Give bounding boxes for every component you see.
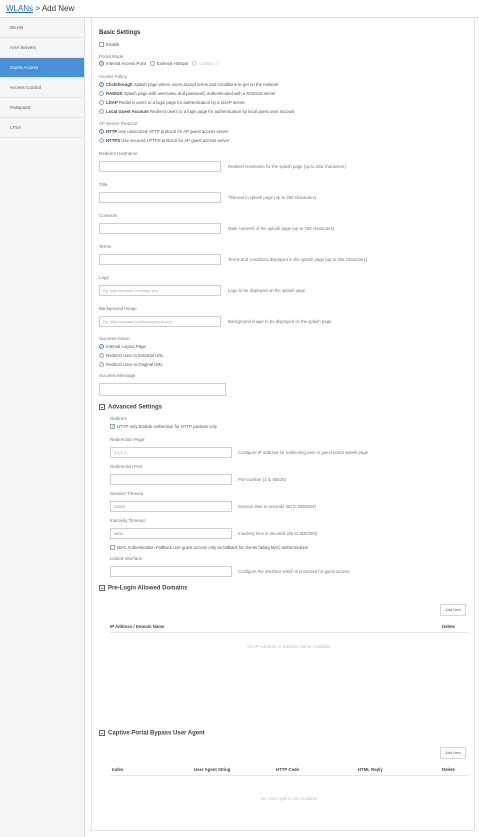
sidebar-item-passpoint[interactable]: Passpoint [0,98,84,118]
portal-mode-internal-radio[interactable] [99,61,104,66]
http-only-checkbox[interactable]: ✓ [111,424,116,431]
main-panel [91,18,475,831]
protocol-option[interactable] [99,138,229,143]
success-message-input[interactable] [99,383,226,396]
redirection-page-input[interactable]: 1.1.1.1 [110,447,232,458]
ap-server-protocol-label: AP Server Protocol [99,121,138,126]
portal-mode-group [99,61,219,67]
advanced-settings-title: Advanced Settings [108,404,163,411]
protocol-option[interactable] [99,129,228,134]
mac-fallback-option[interactable] [110,545,308,550]
success-action-radio[interactable] [99,353,104,358]
redirection-page-hint: Configure IP address for redirecting user to guest portal splash page [238,450,369,455]
contents-label: Contents [99,213,118,218]
redirect-hostname-hint: Redirect Hostname for the splash page (up to 255 characters) [228,164,346,169]
captive-col-delete: Delete [442,767,455,772]
success-message-label: Success Message [99,373,136,378]
sidebar-item-wlan[interactable]: WLAN [0,18,84,38]
terms-input[interactable] [99,254,221,265]
portal-mode-custom-label: Custom [199,61,214,66]
redirect-hostname-input[interactable] [99,161,221,172]
info-icon[interactable]: ⓘ [215,61,220,66]
contents-input[interactable] [99,223,221,234]
policy-option[interactable] [99,109,295,114]
protocol-desc: Use secured HTTPS protocol for AP guest access server [121,138,230,143]
captive-bypass-title: Captive Portal Bypass User Agent [108,730,205,737]
sidebar-item-guest-access[interactable]: Guest Access [0,58,84,78]
terms-hint: Terms and conditions displayed in the splash page (up to 255 characters) [228,257,368,262]
sidebar-item-access-control[interactable]: Access Control [0,78,84,98]
captive-col-user-agent: User Agent String [194,767,231,772]
success-action-radio[interactable] [99,344,104,349]
protocol-name: HTTP [106,129,118,134]
captive-bypass-header[interactable] [99,730,205,737]
mac-fallback-checkbox[interactable] [110,545,115,550]
success-action-option[interactable] [99,344,146,349]
prelogin-empty-message: No IP Address or Domain Name Available [247,644,331,649]
logo-label: Logo [99,275,110,280]
policy-option[interactable] [99,82,278,87]
background-image-input[interactable]: Eg: http://domain.com/background.png [99,316,221,327]
captive-col-index: Index [112,767,124,772]
redirection-port-hint: Port number (1 to 65535) [238,477,287,482]
prelogin-col-ip: IP Address / Domain Name [110,624,165,629]
advanced-settings-header[interactable] [99,404,162,411]
enable-label: Enable [106,42,120,47]
linked-interface-input[interactable] [110,566,232,577]
table-divider [110,775,468,776]
captive-empty-message: No User Agent List Available [260,796,318,801]
session-timeout-hint: Session time in seconds (60 to 2592000) [238,504,316,509]
policy-radio[interactable] [99,82,104,87]
policy-desc: Redirect users to a login page for authentication by local guest user account [150,109,295,114]
policy-option[interactable] [99,91,276,96]
success-action-name: Redirect User to External URL [106,353,164,358]
protocol-radio[interactable] [99,129,104,134]
success-action-name: Internal Logout Page [106,344,146,349]
breadcrumb-link-wlans[interactable]: WLANs [6,4,34,13]
portal-mode-label: Portal Mode [99,54,124,59]
redirection-port-label: Redirection Port [110,464,143,469]
success-action-option[interactable] [99,362,163,367]
logo-input[interactable]: Eg: http://domain.com/logo.png [99,285,221,296]
policy-desc: Splash page where users accept terms and conditions to get on the network [133,82,279,87]
title-input[interactable] [99,192,221,203]
enable-toggle[interactable] [99,42,119,47]
collapse-icon[interactable] [99,404,105,410]
title-hint: Title text in splash page (up to 255 characters) [228,195,317,200]
basic-settings-title: Basic Settings [99,30,141,36]
policy-option[interactable] [99,100,245,105]
sidebar-item-aaa-servers[interactable]: AAA Servers [0,38,84,58]
prelogin-col-delete: Delete [442,624,455,629]
captive-add-button[interactable]: Add New [440,747,466,759]
policy-name: LDAP [106,100,118,105]
redirect-label: Redirect [110,416,127,421]
success-action-name: Redirect User to Original URL [106,362,163,367]
terms-label: Terms [99,244,112,249]
breadcrumb-separator: > [33,4,42,13]
enable-checkbox[interactable] [99,42,104,47]
prelogin-add-button[interactable]: Add New [440,604,466,616]
breadcrumb-current: Add New [41,4,75,13]
redirection-port-input[interactable] [110,474,232,485]
breadcrumb [6,4,74,13]
http-only-option[interactable] [110,424,217,429]
portal-mode-internal-label: Internal Access Point [106,61,147,66]
policy-desc: Splash page with username and password, authenticated with a RADIUS server [123,91,276,96]
linked-interface-label: Linked Interface [110,556,143,561]
http-only-desc: Enable redirection for HTTP packets only [138,424,218,429]
linked-interface-hint: Configure the interface which is protected for guest access [238,569,350,574]
protocol-desc: Use unsecured HTTP protocol for AP guest access server [118,129,229,134]
session-timeout-label: Session Timeout [110,491,144,496]
protocol-radio[interactable] [99,138,104,143]
inactivity-timeout-hint: Inactivity time in seconds (60 to 2592000) [238,531,318,536]
top-bar [0,0,479,18]
contents-hint: Main contents of the splash page (up to 255 characters) [228,226,335,231]
portal-mode-custom-radio[interactable] [192,61,197,66]
mac-fallback-desc: Use guest access only as fallback for clients failing MAC authentication [173,545,309,550]
inactivity-timeout-label: Inactivity Timeout [110,518,145,523]
inactivity-timeout-input[interactable]: 1800 [110,528,232,539]
captive-col-http-code: HTTP Code [276,767,300,772]
policy-name: Clickthrough [106,82,133,87]
collapse-icon[interactable] [99,585,105,591]
policy-desc: Redirect users to a login page for authentication by a LDAP server [118,100,245,105]
policy-radio[interactable] [99,91,104,96]
success-action-radio[interactable] [99,362,104,367]
redirect-hostname-label: Redirect Hostname [99,151,138,156]
mac-fallback-name: MAC Authentication Fallback [117,545,172,550]
sidebar [0,18,85,837]
background-image-hint: Background image to be displayed on the splash page [228,319,332,324]
redirection-page-label: Redirection Page [110,437,145,442]
prelogin-header[interactable] [99,585,187,592]
protocol-name: HTTPS [106,138,121,143]
prelogin-title: Pre-Login Allowed Domains [108,585,188,592]
portal-mode-external-radio[interactable] [150,61,155,66]
collapse-icon[interactable] [99,730,105,736]
access-policy-label: Access Policy [99,74,127,79]
policy-name: RADIUS [106,91,123,96]
captive-col-html-reply: HTML Reply [358,767,383,772]
portal-mode-external-label: External Hotspot [156,61,189,66]
title-label: Title [99,182,108,187]
policy-radio[interactable] [99,100,104,105]
sidebar-item-ltsa[interactable]: LTSA [0,118,84,138]
success-action-label: Success Action [99,336,130,341]
http-only-name: HTTP-only [117,424,138,429]
logo-hint: Logo to be displayed on the splash page [228,288,306,293]
policy-radio[interactable] [99,109,104,114]
success-action-option[interactable] [99,353,164,358]
session-timeout-input[interactable]: 28800 [110,501,232,512]
background-image-label: Background Image [99,306,137,311]
table-divider [110,632,468,633]
policy-name: Local Guest Account [106,109,149,114]
